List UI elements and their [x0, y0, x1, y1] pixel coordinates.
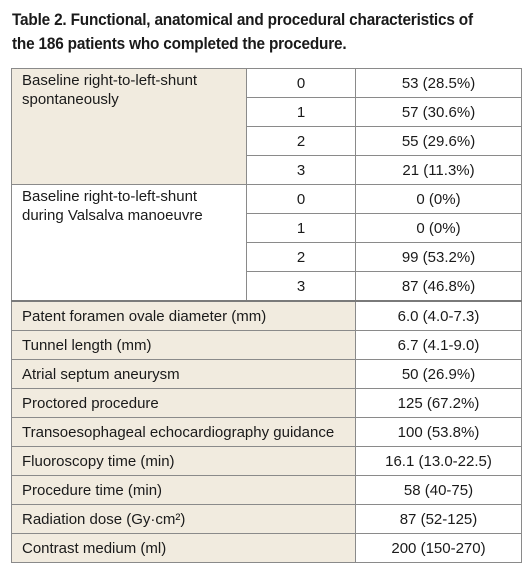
item-label: Procedure time (min)	[12, 476, 356, 505]
table-row	[12, 331, 522, 360]
table-row	[12, 360, 522, 389]
value-cell: 99 (53.2%)	[356, 243, 522, 272]
characteristics-table	[11, 68, 522, 563]
grade-cell: 2	[247, 243, 356, 272]
value-cell: 200 (150-270)	[356, 534, 522, 563]
value-cell: 125 (67.2%)	[356, 389, 522, 418]
group-label-spontaneous: Baseline right-to-left-shunt spontaneously	[12, 69, 247, 185]
value-cell: 21 (11.3%)	[356, 156, 522, 185]
item-label: Tunnel length (mm)	[12, 331, 356, 360]
table-row	[12, 389, 522, 418]
grade-cell: 0	[247, 69, 356, 98]
value-cell: 100 (53.8%)	[356, 418, 522, 447]
value-cell: 6.0 (4.0-7.3)	[356, 301, 522, 331]
item-label: Fluoroscopy time (min)	[12, 447, 356, 476]
value-cell: 0 (0%)	[356, 185, 522, 214]
value-cell: 87 (52-125)	[356, 505, 522, 534]
grade-cell: 1	[247, 98, 356, 127]
table-row	[12, 185, 522, 214]
value-cell: 16.1 (13.0-22.5)	[356, 447, 522, 476]
caption-line-1: Table 2. Functional, anatomical and procedural characteristics of	[12, 11, 473, 29]
value-cell: 57 (30.6%)	[356, 98, 522, 127]
item-label: Contrast medium (ml)	[12, 534, 356, 563]
value-cell: 87 (46.8%)	[356, 272, 522, 302]
table-row	[12, 534, 522, 563]
caption-line-2: the 186 patients who completed the procedure.	[12, 35, 347, 53]
grade-cell: 0	[247, 185, 356, 214]
grade-cell: 3	[247, 272, 356, 302]
value-cell: 58 (40-75)	[356, 476, 522, 505]
value-cell: 53 (28.5%)	[356, 69, 522, 98]
item-label: Patent foramen ovale diameter (mm)	[12, 301, 356, 331]
grade-cell: 2	[247, 127, 356, 156]
table-row	[12, 69, 522, 98]
item-label: Radiation dose (Gy·cm²)	[12, 505, 356, 534]
item-label: Proctored procedure	[12, 389, 356, 418]
value-cell: 50 (26.9%)	[356, 360, 522, 389]
item-label: Transoesophageal echocardiography guidance	[12, 418, 356, 447]
group-label-valsalva: Baseline right-to-left-shunt during Valsalva manoeuvre	[12, 185, 247, 302]
table-caption	[12, 8, 486, 56]
grade-cell: 3	[247, 156, 356, 185]
value-cell: 0 (0%)	[356, 214, 522, 243]
table-row	[12, 301, 522, 331]
item-label: Atrial septum aneurysm	[12, 360, 356, 389]
table-row	[12, 505, 522, 534]
table-row	[12, 447, 522, 476]
grade-cell: 1	[247, 214, 356, 243]
table-row	[12, 418, 522, 447]
table-row	[12, 476, 522, 505]
value-cell: 55 (29.6%)	[356, 127, 522, 156]
value-cell: 6.7 (4.1-9.0)	[356, 331, 522, 360]
